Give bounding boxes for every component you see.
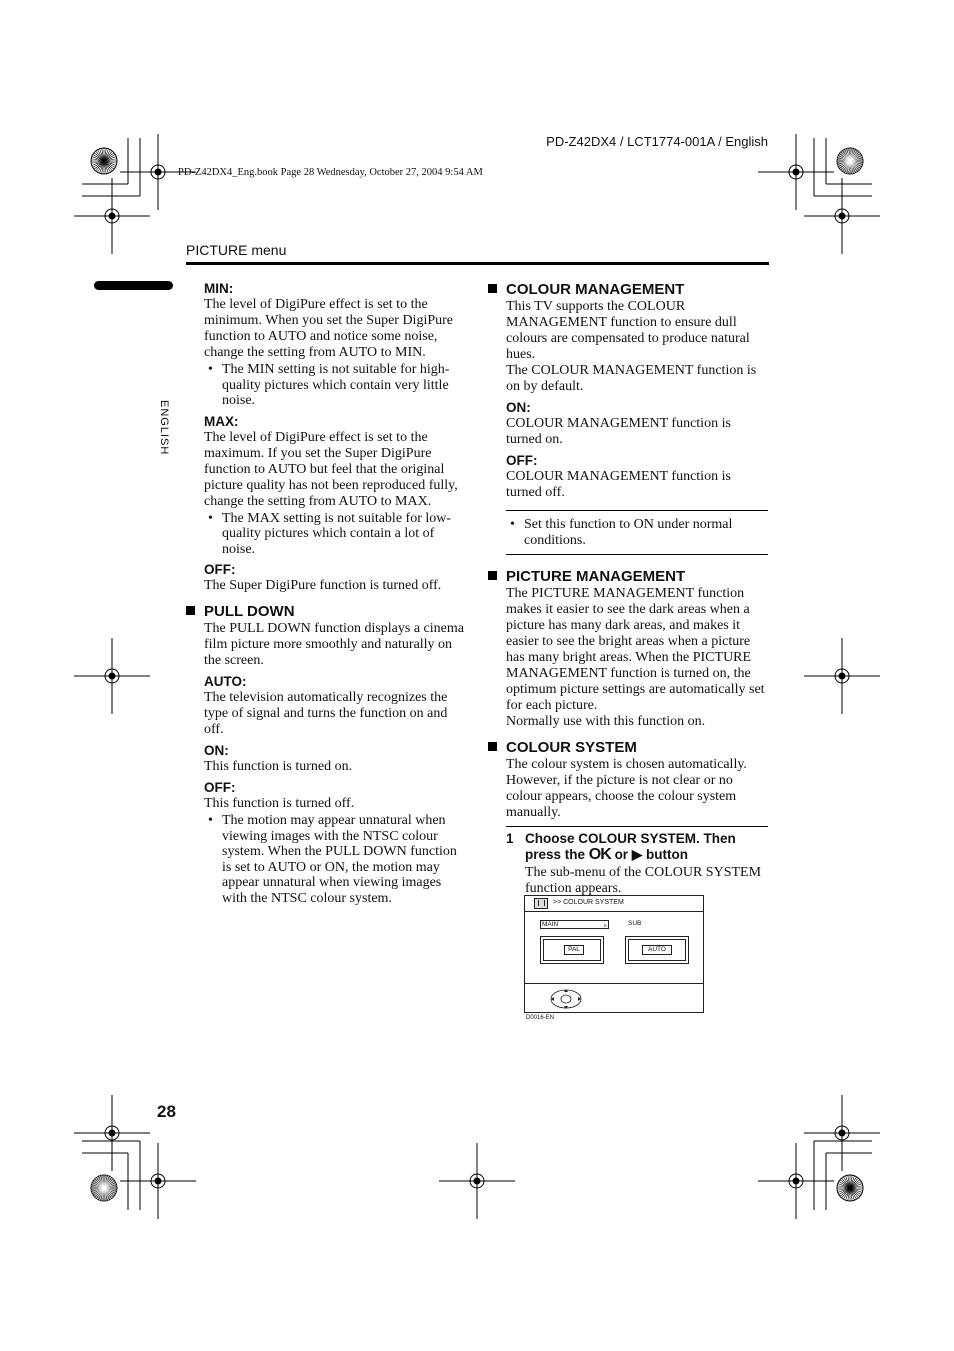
max-heading: MAX: — [204, 413, 239, 429]
picture-management-usage: Normally use with this function on. — [506, 714, 706, 729]
step-text-a: Choose COLOUR SYSTEM. Then press the — [525, 831, 736, 862]
right-arrow-icon: ▶ — [631, 847, 643, 862]
off2-heading: OFF: — [204, 780, 236, 795]
note-bullet: • Set this function to ON under normal conditions. — [506, 517, 768, 548]
ok-button-glyph: OK — [588, 846, 611, 863]
off-heading: OFF: — [204, 562, 236, 577]
on-description: This function is turned on. — [204, 759, 353, 774]
registration-starburst-icon — [91, 1175, 117, 1201]
on-heading: ON: — [204, 743, 229, 758]
main-label: MAIN — [540, 920, 609, 929]
min-note-bullet: • The MIN setting is not suitable for high-quality pictures which contain very little noise. — [204, 362, 466, 409]
selector-arrow-icon: ▹ — [604, 923, 608, 929]
registration-crosshair-icon — [120, 1143, 196, 1219]
max-description: The level of DigiPure effect is set to the maximum. If you set the Super DigiPure function to AUTO but feel that the original picture quality has not been reproduced fully, change the setting from AUTO to MAX. — [204, 429, 458, 509]
registration-crosshair-icon — [120, 134, 196, 210]
colour-system-title: COLOUR SYSTEM — [506, 739, 637, 756]
registration-crosshair-icon — [758, 134, 834, 210]
cm-off-heading: OFF: — [506, 453, 538, 468]
step-result: The sub-menu of the COLOUR SYSTEM function appears. — [525, 865, 762, 896]
registration-crosshair-icon — [804, 1095, 880, 1171]
cm-on-heading: ON: — [506, 400, 531, 415]
menu-title: >> COLOUR SYSTEM — [553, 899, 624, 906]
registration-starburst-icon — [837, 1175, 863, 1201]
pull-down-note-bullet: • The motion may appear unnatural when viewing images with the NTSC colour system. When the PULL DOWN function is set to AUTO or ON, the motion may appear unnatural when viewing images with the NTSC colour system. — [204, 813, 466, 906]
registration-crosshair-icon — [74, 178, 150, 254]
auto-description: The television automatically recognizes the type of signal and turns the function on and off. — [204, 690, 448, 737]
page-number: 28 — [157, 1102, 176, 1121]
colour-management-title: COLOUR MANAGEMENT — [506, 281, 685, 298]
sub-label: SUB — [628, 920, 642, 927]
min-heading: MIN: — [204, 281, 234, 296]
registration-crosshair-icon — [439, 1143, 515, 1219]
sub-option-value: AUTO — [642, 945, 672, 955]
off2-description: This function is turned off. — [204, 796, 355, 811]
registration-crosshair-icon — [74, 1095, 150, 1171]
min-description: The level of DigiPure effect is set to the minimum. When you set the Super DigiPure function to AUTO and notice some noise, change the setting from AUTO to MIN. — [204, 297, 453, 360]
registration-crosshair-icon — [804, 178, 880, 254]
colour-system-description: The colour system is chosen automatically. However, if the picture is not clear or no colour appears, choose the colour system manually. — [506, 757, 747, 820]
registration-starburst-icon — [837, 148, 863, 174]
cm-on-description: COLOUR MANAGEMENT function is turned on. — [506, 416, 731, 447]
registration-crosshair-icon — [758, 1143, 834, 1219]
pull-down-title: PULL DOWN — [204, 603, 295, 620]
step-text-b: or — [614, 847, 629, 862]
colour-management-description: This TV supports the COLOUR MANAGEMENT function to ensure dull colours are compensated to produce natural hues. — [506, 299, 750, 362]
cm-off-description: COLOUR MANAGEMENT function is turned off. — [506, 469, 731, 500]
step-text-c: button — [645, 847, 688, 862]
language-side-label: ENGLISH — [158, 400, 170, 456]
picture-management-description: The PICTURE MANAGEMENT function makes it easier to see the dark areas when a picture has many dark areas, and makes it easier to see the bright areas when a picture has many bright areas. When the PICTURE MANAGEMENT function is turned on, the optimum picture settings are automatically set for each picture. — [506, 586, 765, 713]
colour-management-default: The COLOUR MANAGEMENT function is on by default. — [506, 363, 757, 394]
document-id-header: PD-Z42DX4 / LCT1774-001A / English — [546, 134, 768, 149]
step-number: 1 — [506, 831, 514, 846]
book-info-line: PD-Z42DX4_Eng.book Page 28 Wednesday, October 27, 2004 9:54 AM — [178, 167, 483, 178]
registration-crosshair-icon — [74, 638, 150, 714]
registration-starburst-icon — [91, 148, 117, 174]
registration-crosshair-icon — [804, 638, 880, 714]
section-title: PICTURE menu — [186, 242, 287, 258]
main-option-value: PAL — [564, 945, 584, 955]
figure-code: D0016-EN — [526, 1015, 555, 1021]
auto-heading: AUTO: — [204, 674, 247, 689]
pull-down-description: The PULL DOWN function displays a cinema film picture more smoothly and naturally on the screen. — [204, 621, 464, 668]
picture-management-title: PICTURE MANAGEMENT — [506, 568, 686, 585]
max-note-bullet: • The MAX setting is not suitable for low-quality pictures which contain a lot of noise. — [204, 511, 466, 558]
off-description: The Super DigiPure function is turned off. — [204, 578, 442, 593]
